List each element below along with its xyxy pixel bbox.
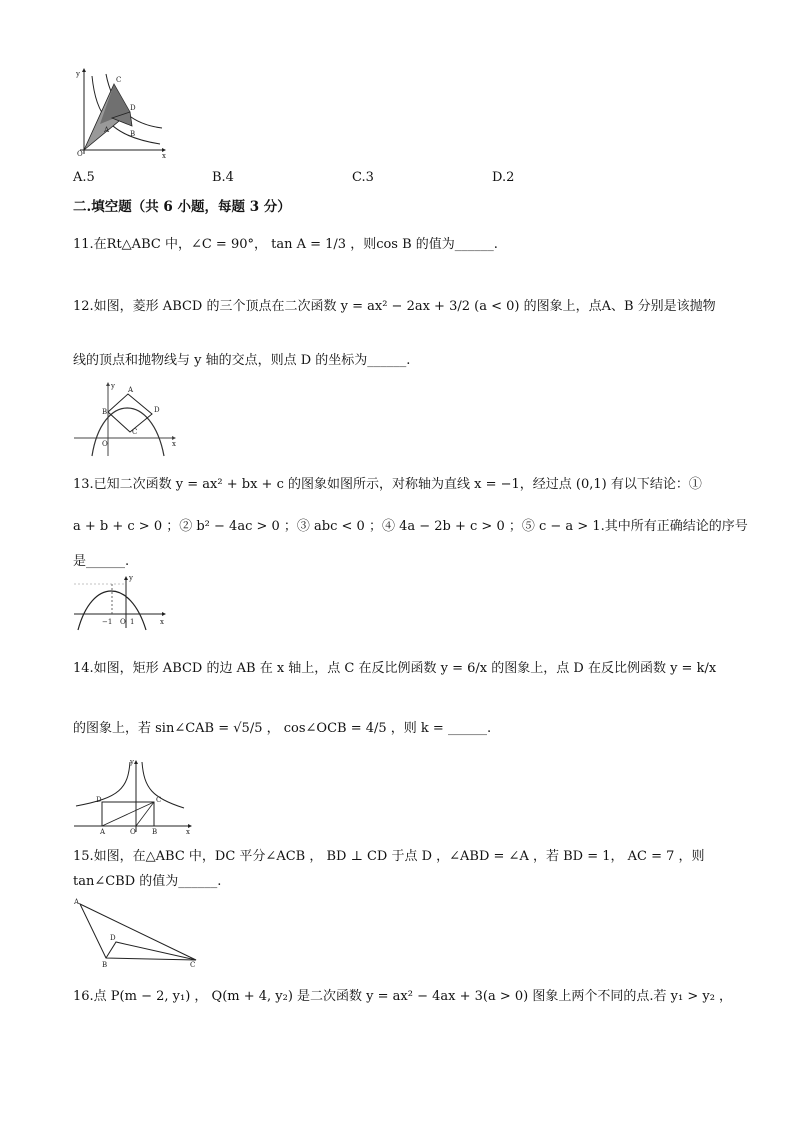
q13-label-y: y — [129, 574, 133, 582]
q10-label-o: O — [77, 150, 83, 158]
q13-text-line1: 13.已知二次函数 y = ax² + bx + c 的图象如图所示，对称轴为直线 x = −1，经过点 (0,1) 有以下结论：① — [73, 477, 702, 492]
section-title: 二.填空题（共 6 小题，每题 3 分） — [73, 199, 291, 215]
q15-label-d: D — [110, 934, 116, 942]
q10-choice-d: D.2 — [492, 170, 515, 185]
q14-text-line2: 的图象上，若 sin∠CAB = √5/5 ， cos∠OCB = 4/5 ，则 k = ______. — [73, 721, 492, 736]
q15-label-b: B — [102, 961, 108, 969]
q14-text-line1: 14.如图，矩形 ABCD 的边 AB 在 x 轴上，点 C 在反比例函数 y = 6/x 的图象上，点 D 在反比例函数 y = k/x — [73, 661, 717, 676]
q14-label-o: O — [130, 828, 136, 836]
q13-label-x: x — [160, 618, 164, 626]
q14-label-y: y — [130, 758, 134, 766]
q15-label-a: A — [74, 898, 80, 906]
q10-label-c: C — [116, 76, 122, 84]
q12-label-o: O — [102, 440, 108, 448]
q13-label-minus1: −1 — [102, 618, 113, 626]
q13-label-one: 1 — [130, 618, 135, 626]
q13-text-line3: 是______. — [73, 554, 130, 569]
q12-label-y: y — [111, 382, 115, 390]
q10-label-d: D — [130, 104, 136, 112]
q14-label-a: A — [100, 828, 106, 836]
q12-text-line1: 12.如图，菱形 ABCD 的三个顶点在二次函数 y = ax² − 2ax + 3/2 (a < 0) 的图象上，点A、B 分别是该抛物 — [73, 299, 716, 314]
q11-text: 11.在Rt△ABC 中，∠C = 90°， tan A = 1/3 ，则cos B 的值为______. — [73, 237, 498, 252]
q10-choice-a: A.5 — [73, 170, 95, 185]
q12-label-x: x — [172, 440, 176, 448]
q12-figure — [72, 382, 178, 458]
q12-text-line2: 线的顶点和抛物线与 y 轴的交点，则点 D 的坐标为______. — [73, 353, 411, 368]
q12-label-c: C — [132, 428, 138, 436]
q13-label-o: O — [120, 618, 126, 626]
q13-figure — [72, 574, 168, 630]
q12-label-d: D — [154, 406, 160, 414]
q16-text-line1: 16.点 P(m − 2, y₁) ， Q(m + 4, y₂) 是二次函数 y = ax² − 4ax + 3(a > 0) 图象上两个不同的点.若 y₁ > y₂ ， — [73, 989, 733, 1004]
q13-text-line2: a + b + c > 0 ；② b² − 4ac > 0 ；③ abc < 0 ；④ 4a − 2b + c > 0 ；⑤ c − a > 1.其中所有正确结论的序号 — [73, 519, 748, 534]
q14-figure — [72, 758, 194, 834]
q10-label-y: y — [76, 70, 80, 78]
q14-label-c: C — [156, 796, 162, 804]
q10-choice-c: C.3 — [352, 170, 374, 185]
q10-label-b: B — [130, 130, 136, 138]
q10-choice-b: B.4 — [212, 170, 234, 185]
q14-label-x: x — [186, 828, 190, 836]
q15-label-c: C — [190, 961, 196, 969]
q12-label-b: B — [102, 408, 108, 416]
q10-label-a: A — [104, 126, 110, 134]
q15-text-line2: tan∠CBD 的值为______. — [73, 874, 222, 889]
q10-figure — [70, 66, 170, 158]
q10-label-x: x — [162, 152, 166, 160]
q14-label-b: B — [152, 828, 158, 836]
q12-label-a: A — [128, 386, 134, 394]
q15-figure — [72, 896, 202, 968]
q15-text-line1: 15.如图，在△ABC 中，DC 平分∠ACB ， BD ⊥ CD 于点 D ，∠ABD = ∠A ，若 BD = 1， AC = 7 ，则 — [73, 849, 705, 864]
q14-label-d: D — [96, 796, 102, 804]
